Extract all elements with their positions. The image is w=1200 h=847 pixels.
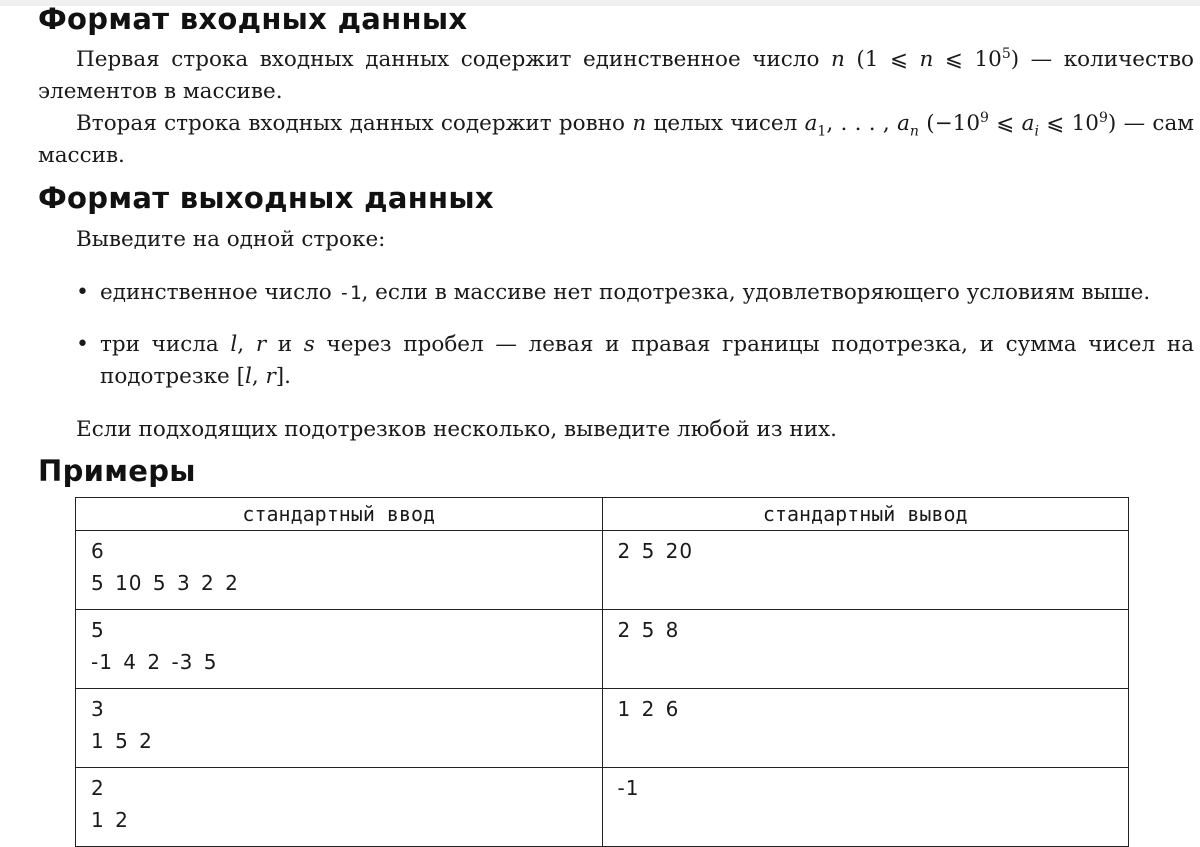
column-header-input: стандартный ввод	[76, 498, 603, 531]
input-paragraph-2: Вторая строка входных данных содержит ровно n целых чисел $a_1$, . . . , $a_n$ ($-10^9$ ⩽ $a_i$ ⩽ $10^9$) — сам массив.	[38, 109, 1194, 168]
examples-heading: Примеры	[38, 454, 196, 488]
table-header-row	[76, 498, 1129, 531]
input-format-heading: Формат входных данных	[38, 2, 468, 36]
example-input-cell: 5 -1 4 2 -3 5	[76, 610, 603, 689]
list-item: • три числа l, r и s через пробел — левая и правая границы подотрезка, и сумма чисел на подотрезке [l, r].	[76, 329, 1194, 393]
output-format-heading: Формат выходных данных	[38, 181, 494, 215]
column-header-output: стандартный вывод	[602, 498, 1129, 531]
example-input-cell: 3 1 5 2	[76, 689, 603, 768]
example-output-cell: -1	[602, 768, 1129, 847]
output-note: Если подходящих подотрезков несколько, выведите любой из них.	[76, 417, 837, 442]
input-paragraph-1: Первая строка входных данных содержит единственное число n (1 ⩽ n ⩽ $10^5$) — количество элементов в массиве.	[38, 45, 1194, 104]
example-input-cell: 2 1 2	[76, 768, 603, 847]
output-options-list	[76, 277, 1194, 393]
table-row	[76, 610, 1129, 689]
example-output-cell: 1 2 6	[602, 689, 1129, 768]
table-row	[76, 531, 1129, 610]
bullet-icon: •	[76, 280, 89, 305]
list-item: • единственное число -1, если в массиве нет подотрезка, удовлетворяющего условиям выше.	[76, 277, 1194, 309]
table-row	[76, 689, 1129, 768]
examples-table	[75, 497, 1129, 847]
table-row	[76, 768, 1129, 847]
output-intro: Выведите на одной строке:	[76, 227, 386, 252]
example-output-cell: 2 5 8	[602, 610, 1129, 689]
example-input-cell: 6 5 10 5 3 2 2	[76, 531, 603, 610]
example-output-cell: 2 5 20	[602, 531, 1129, 610]
bullet-icon: •	[76, 332, 89, 357]
